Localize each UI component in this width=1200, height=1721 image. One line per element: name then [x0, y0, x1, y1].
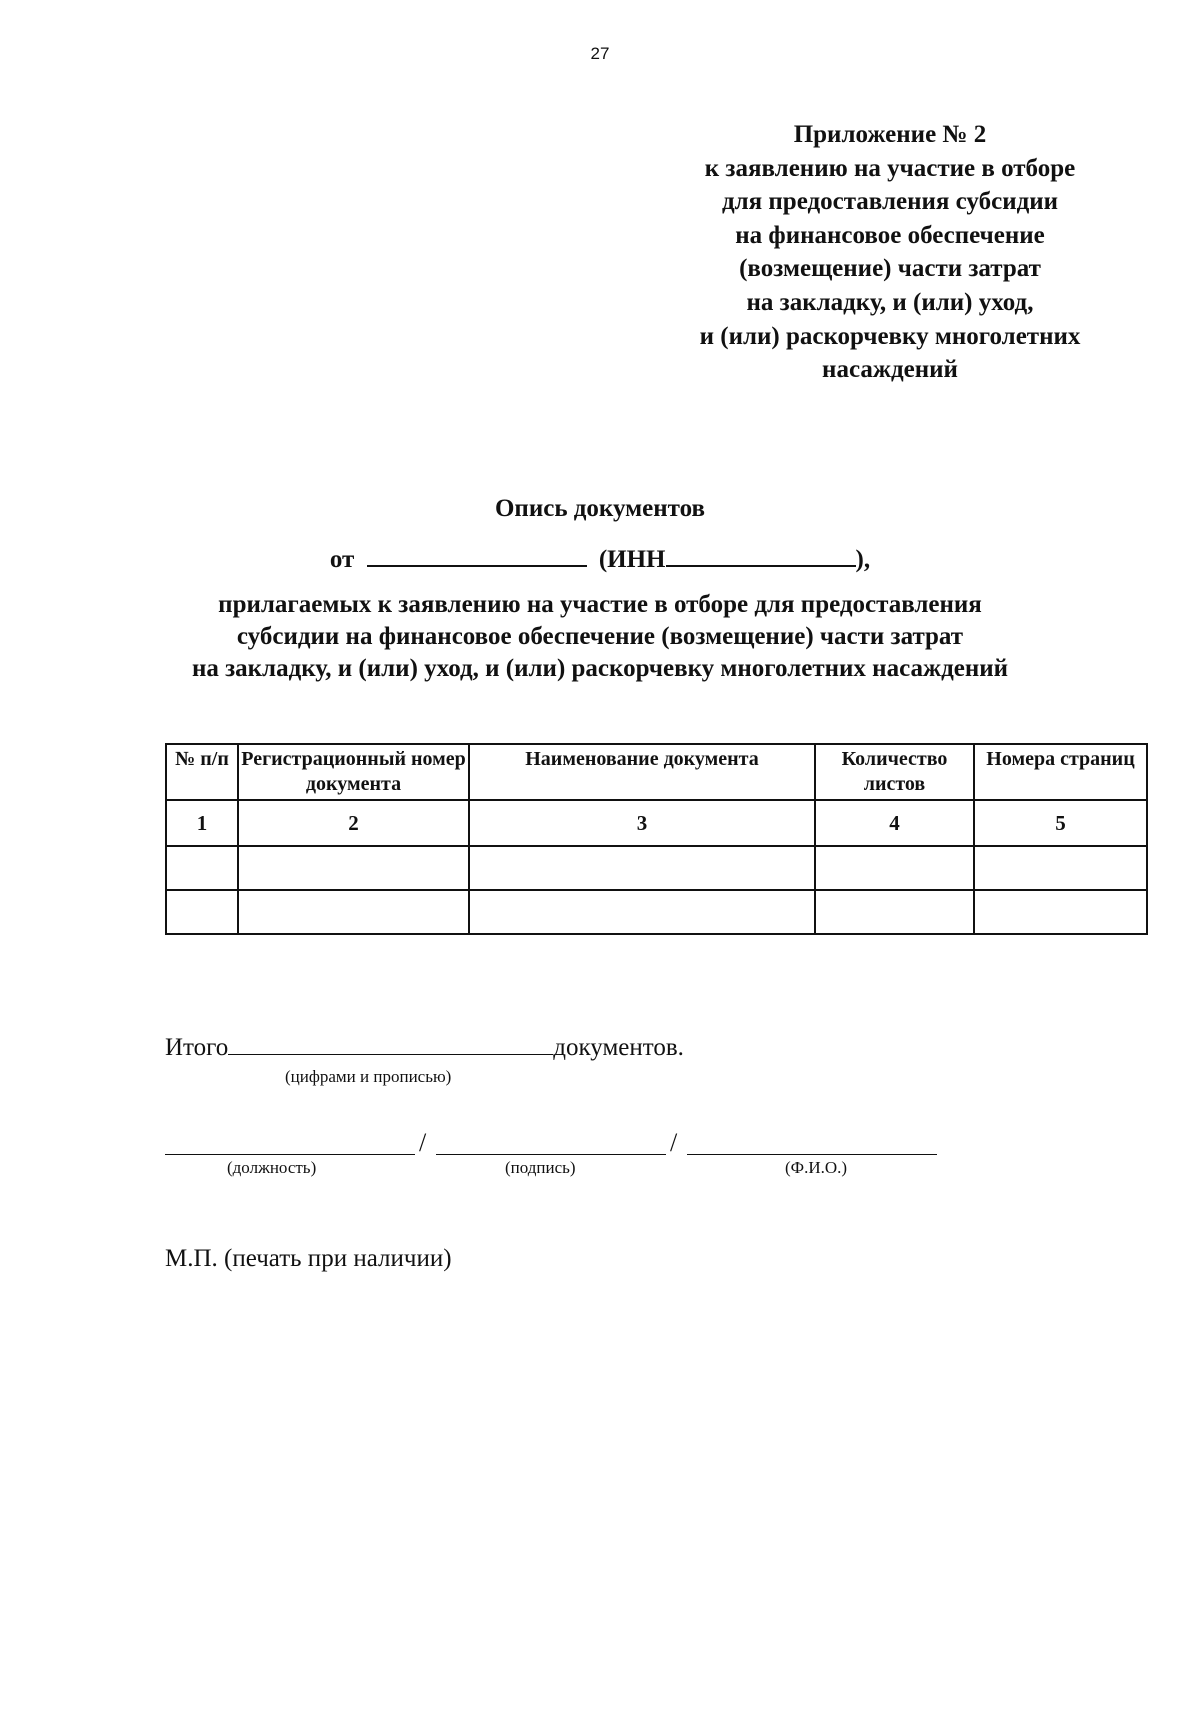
inn-label: (ИНН	[598, 546, 666, 573]
document-title: Опись документов	[494, 495, 706, 522]
page-number: 27	[590, 44, 610, 63]
column-number-row	[166, 800, 1147, 846]
inn-blank-field[interactable]	[666, 543, 856, 567]
appendix-line: на закладку, и (или) уход,	[746, 288, 1034, 316]
from-label: от	[329, 546, 355, 573]
subtitle-line: на закладку, и (или) уход, и (или) раскорчевку многолетних насаждений	[191, 655, 1009, 682]
header-document-name: Наименование документа	[469, 744, 815, 800]
total-hint: (цифрами и прописью)	[285, 1067, 452, 1086]
table-cell[interactable]	[974, 890, 1147, 934]
column-number: 2	[238, 800, 469, 846]
total-blank-field[interactable]	[228, 1032, 553, 1055]
signature-separator: /	[670, 1128, 678, 1157]
appendix-line: и (или) раскорчевку многолетних	[699, 322, 1081, 350]
date-blank-field[interactable]	[367, 543, 587, 567]
table-cell[interactable]	[166, 890, 238, 934]
full-name-label: (Ф.И.О.)	[785, 1158, 848, 1177]
header-reg-number: Регистрационный номер документа	[238, 744, 469, 800]
appendix-line: на финансовое обеспечение	[735, 221, 1045, 249]
appendix-line: Приложение № 2	[793, 121, 987, 148]
appendix-line: (возмещение) части затрат	[739, 255, 1041, 283]
header-page-numbers: Номера страниц	[974, 744, 1147, 800]
signature-label: (подпись)	[505, 1158, 576, 1177]
total-line	[165, 1032, 684, 1062]
table-cell[interactable]	[166, 846, 238, 890]
table-cell[interactable]	[815, 890, 974, 934]
table-header-row	[166, 744, 1147, 800]
column-number: 1	[166, 800, 238, 846]
subtitle-line: прилагаемых к заявлению на участие в отборе для предоставления	[218, 591, 982, 618]
position-blank-field[interactable]	[165, 1154, 415, 1155]
table-cell[interactable]	[238, 846, 469, 890]
table-cell[interactable]	[238, 890, 469, 934]
header-number: № п/п	[166, 744, 238, 800]
table-row	[166, 846, 1147, 890]
stamp-note: М.П. (печать при наличии)	[165, 1245, 452, 1272]
column-number: 3	[469, 800, 815, 846]
table-cell[interactable]	[815, 846, 974, 890]
subtitle-line: субсидии на финансовое обеспечение (возмещение) части затрат	[236, 623, 964, 650]
column-number: 5	[974, 800, 1147, 846]
table-row	[166, 890, 1147, 934]
table-cell[interactable]	[469, 890, 815, 934]
column-number: 4	[815, 800, 974, 846]
appendix-line: для предоставления субсидии	[721, 188, 1059, 216]
from-line	[0, 543, 1200, 576]
appendix-line: к заявлению на участие в отборе	[704, 154, 1076, 182]
appendix-heading	[650, 118, 1130, 387]
position-label: (должность)	[227, 1158, 317, 1177]
inn-closing: ),	[855, 546, 871, 573]
signature-blank-field[interactable]	[436, 1154, 666, 1155]
header-sheet-count: Количество листов	[815, 744, 974, 800]
total-label: Итого	[165, 1034, 229, 1061]
table-cell[interactable]	[469, 846, 815, 890]
table-cell[interactable]	[974, 846, 1147, 890]
document-subtitle	[0, 589, 1200, 685]
appendix-line: насаждений	[822, 356, 958, 384]
total-suffix: документов.	[553, 1034, 684, 1061]
signature-separator: /	[419, 1128, 427, 1157]
full-name-blank-field[interactable]	[687, 1154, 937, 1155]
documents-table	[165, 743, 1148, 935]
